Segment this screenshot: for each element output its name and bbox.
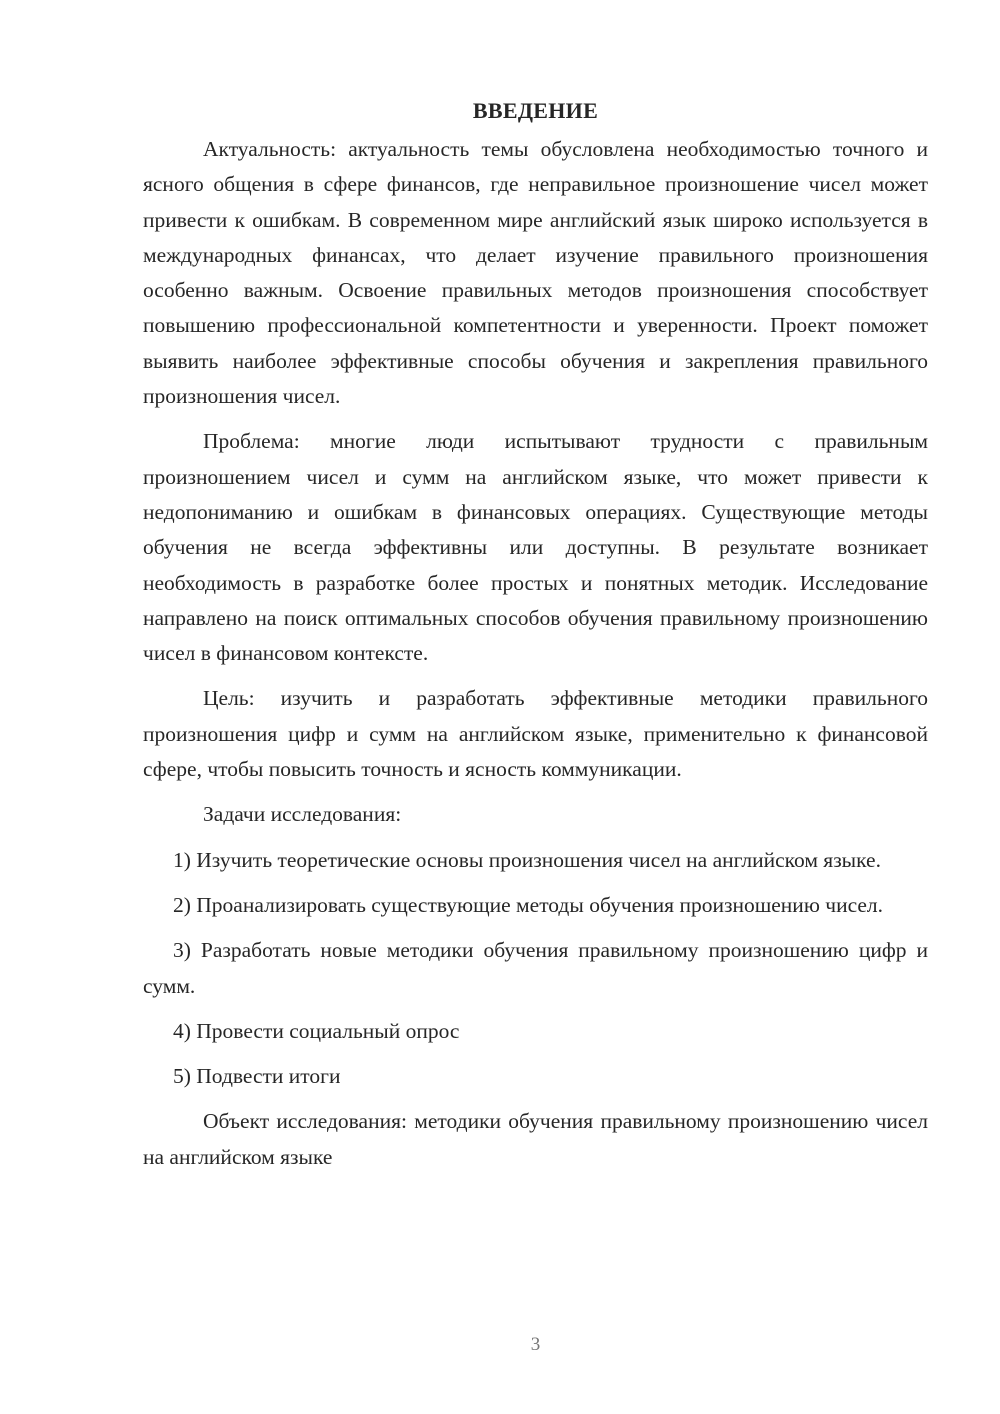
object-paragraph: Объект исследования: методики обучения правильному произношению чисел на английском языке xyxy=(143,1109,928,1169)
task-item: 4) Провести социальный опрос xyxy=(173,1018,460,1043)
goal-paragraph: Цель: изучить и разработать эффективные методики правильного произношения цифр и сумм на английском языке, применительно к финансовой сфере, чтобы повысить точность и ясность коммуникации. xyxy=(143,686,928,782)
task-item: 3) Разработать новые методики обучения правильному произношению цифр и сумм. xyxy=(143,938,928,998)
section-heading: ВВЕДЕНИЕ xyxy=(472,98,599,123)
task-item: 5) Подвести итоги xyxy=(173,1064,341,1089)
task-item: 1) Изучить теоретические основы произношения чисел на английском языке. xyxy=(173,847,881,872)
relevance-paragraph: Актуальность: актуальность темы обусловлена необходимостью точного и ясного общения в сфере финансов, где неправильное произношение чисел может привести к ошибкам. В современном мире английский язык широко используется в международных финансах, что делает изучение правильного произношения особенно важным. Освоение правильных методов произношения способствует повышению профессиональной компетентности и уверенности. Проект поможет выявить наиболее эффективные способы обучения и закрепления правильного произношения чисел. xyxy=(143,137,928,409)
task-item: 2) Проанализировать существующие методы обучения произношению чисел. xyxy=(173,892,884,917)
tasks-title: Задачи исследования: xyxy=(203,802,402,827)
page-number: 3 xyxy=(530,1334,541,1355)
problem-paragraph: Проблема: многие люди испытывают трудности с правильным произношением чисел и сумм на английском языке, что может привести к недопониманию и ошибкам в финансовых операциях. Существующие методы обучения не всегда эффективны или доступны. В результате возникает необходимость в разработке более простых и понятных методик. Исследование направлено на поиск оптимальных способов обучения правильному произношению чисел в финансовом контексте. xyxy=(143,429,928,666)
document-page xyxy=(143,96,928,1185)
